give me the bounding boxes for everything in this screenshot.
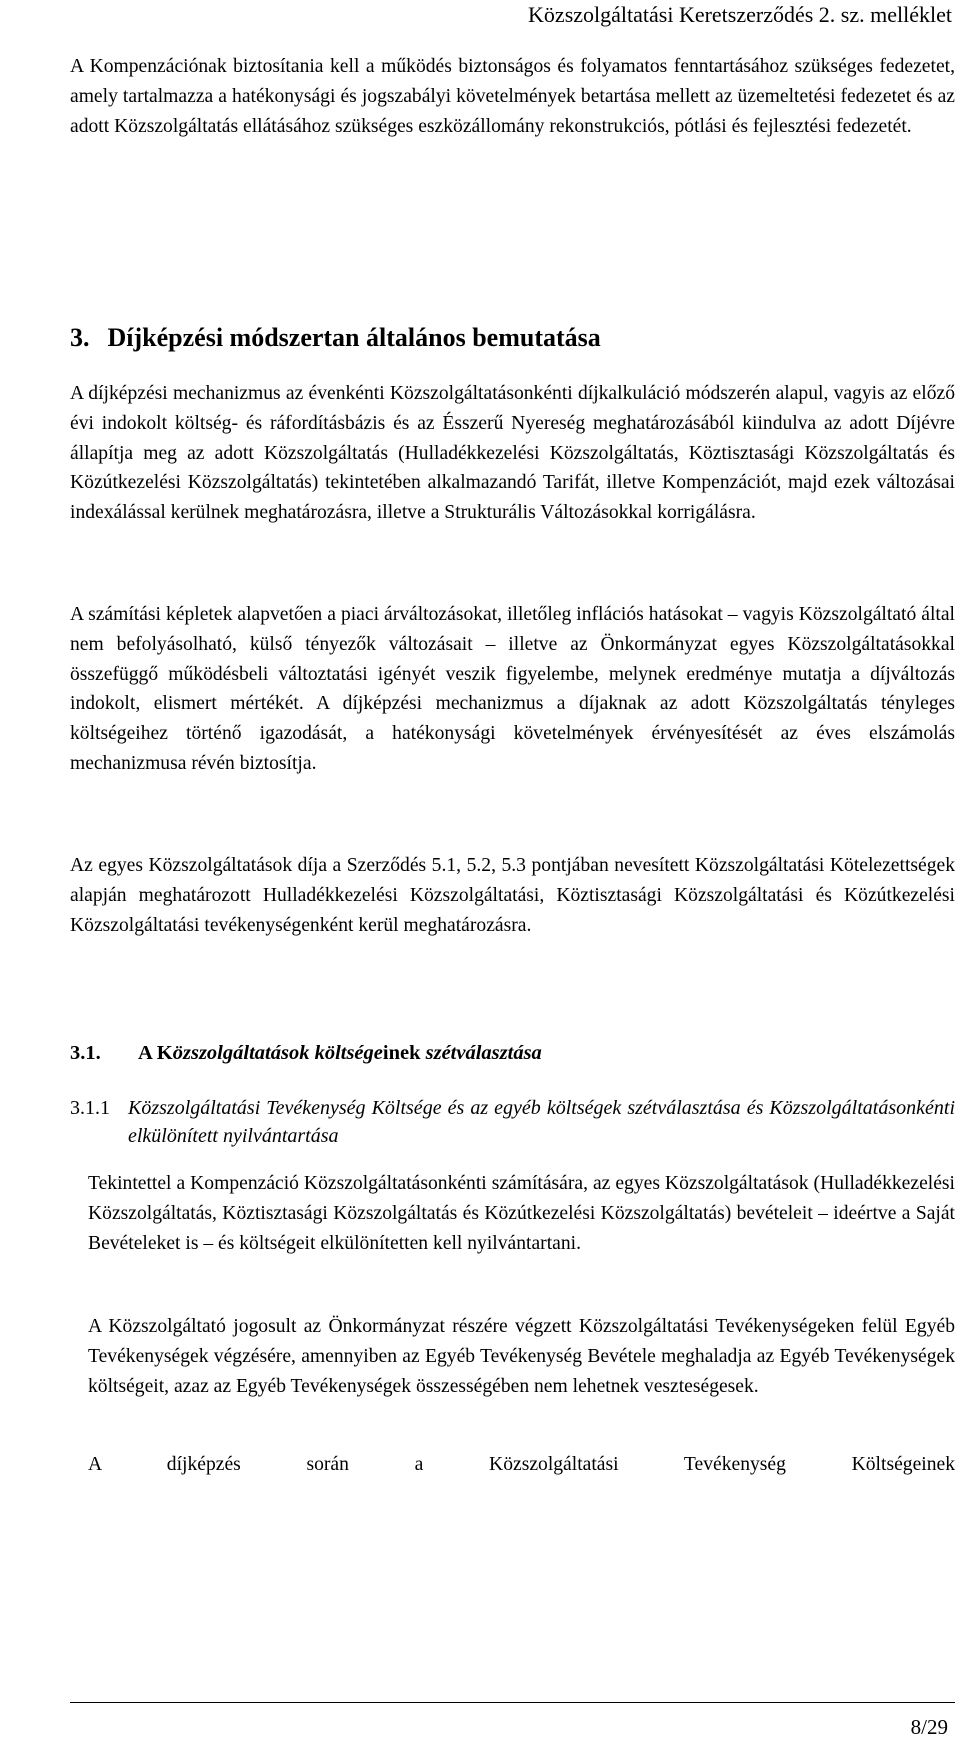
subsection-title-part-d: szétválasztása <box>425 1042 542 1064</box>
section-3-heading <box>70 323 601 353</box>
section-3-1-1-paragraph-3: A díjképzés során a Közszolgáltatási Tevékenység Költségeinek <box>88 1454 955 1475</box>
subsection-number: 3.1. <box>70 1042 101 1064</box>
subsubsection-number: 3.1.1 <box>70 1097 110 1119</box>
section-3-1-1-heading <box>70 1094 955 1150</box>
section-3-1-1-paragraph-1: Tekintettel a Kompenzáció Közszolgáltatásonkénti számítására, az egyes Közszolgáltatások (Hulladékkezelési Közszolgáltatás, Köztisztasági Közszolgáltatás és Közútkezelési Közszolgáltatás) bevételeit – ideértve a Saját Bevételeket is – és költségeit elkülönítetten kell nyilvántartani. <box>88 1173 955 1254</box>
subsection-title-part-a: A K <box>138 1042 173 1064</box>
section-3-1-heading <box>70 1042 542 1065</box>
footer-divider <box>70 1702 955 1703</box>
section-3-paragraph-3: Az egyes Közszolgáltatások díja a Szerződés 5.1, 5.2, 5.3 pontjában nevesített Közszolgáltatási Kötelezettségek alapján meghatározott Hulladékkezelési Közszolgáltatási, Köztisztasági Közszolgáltatási és Közútkezelési Közszolgáltatási tevékenységenként kerül meghatározásra. <box>70 855 955 936</box>
subsubsection-title: Közszolgáltatási Tevékenység Költsége és az egyéb költségek szétválasztása és Közszolgáltatásonkénti elkülönített nyilvántartása <box>128 1097 955 1147</box>
intro-paragraph: A Kompenzációnak biztosítania kell a működés biztonságos és folyamatos fenntartásához szükséges fedezetet, amely tartalmazza a hatékonysági és jogszabályi követelmények betartása mellett az üzemeltetési fedezetet és az adott Közszolgáltatás ellátásához szükséges eszközállomány rekonstrukciós, pótlási és fejlesztési fedezetét. <box>70 56 955 137</box>
subsection-title-part-b: özszolgáltatások költsége <box>172 1042 383 1064</box>
running-header: Közszolgáltatási Keretszerződés 2. sz. melléklet <box>528 2 952 27</box>
section-3-1-1-paragraph-2: A Közszolgáltató jogosult az Önkormányzat részére végzett Közszolgáltatási Tevékenységeken felül Egyéb Tevékenységek végzésére, amennyiben az Egyéb Tevékenység Bevétele meghaladja az Egyéb Tevékenységek költségeit, azaz az Egyéb Tevékenységek összességében nem lehetnek veszteségesek. <box>88 1316 955 1397</box>
section-title: Díjképzési módszertan általános bemutatása <box>107 323 601 352</box>
subsection-title-part-c: inek <box>382 1042 426 1064</box>
section-3-paragraph-2: A számítási képletek alapvetően a piaci árváltozásokat, illetőleg inflációs hatásokat – vagyis Közszolgáltató által nem befolyásolható, külső tényezők változásait – illetve az Önkormányzat egyes Közszolgáltatásokkal összefüggő működésbeli változtatási igényét veszik figyelembe, melynek eredménye mutatja a díjváltozás indokolt, elismert mértékét. A díjképzési mechanizmus a díjaknak az adott Közszolgáltatás tényleges költségeihez történő igazodását, a hatékonysági követelmények érvényesítését az éves elszámolás mechanizmusa révén biztosítja. <box>70 604 955 774</box>
section-number: 3. <box>70 323 90 352</box>
page-number: 8/29 <box>910 1715 948 1739</box>
section-3-paragraph-1: A díjképzési mechanizmus az évenkénti Közszolgáltatásonkénti díjkalkuláció módszerén alapul, vagyis az előző évi indokolt költség- és ráfordításbázis és az Ésszerű Nyereség meghatározásából kiindulva az adott Díjévre állapítja meg az adott Közszolgáltatás (Hulladékkezelési Közszolgáltatás, Köztisztasági Közszolgáltatás és Közútkezelési Közszolgáltatás) tekintetében alkalmazandó Tarifát, illetve Kompenzációt, majd ezek változásai indexálással kerülnek meghatározásra, illetve a Strukturális Változásokkal korrigálásra. <box>70 383 955 524</box>
